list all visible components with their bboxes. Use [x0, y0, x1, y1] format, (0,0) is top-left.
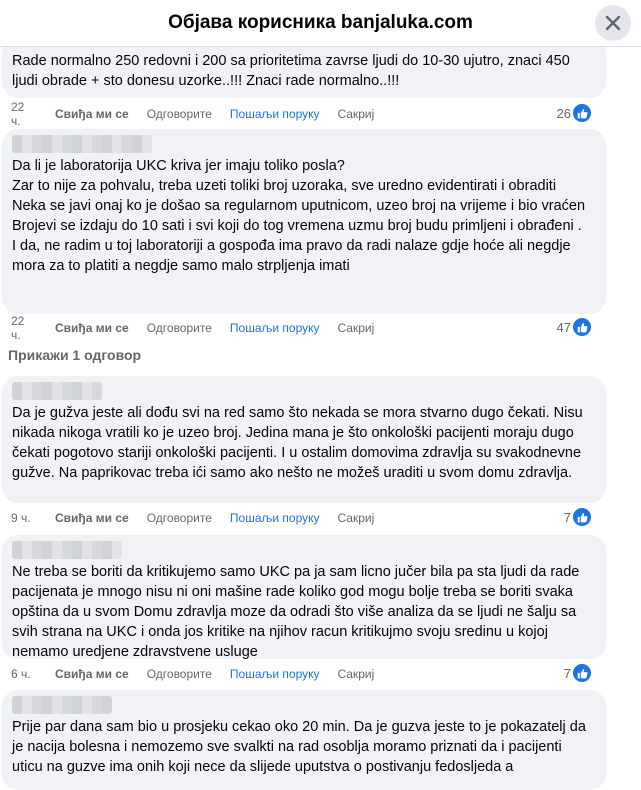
reaction-summary[interactable] — [564, 508, 609, 526]
author-name-blurred[interactable] — [12, 541, 122, 559]
view-replies-link[interactable]: Прикажи 1 одговор — [8, 347, 142, 363]
comment-text: Da je gužva jeste ali dođu svi na red samo što nekada se mora stvarno dugo čekati. Nisu nikada nikoga vratili ko je uzeo broj. Jedina mana je što onkološki pacijenti moraju dugo čekati pogotovo stariji onkološki pacijenti. I u ostalim domovima zdravlja su svakodnevne gužve. Na paprikovac treba ići samo ako nešto ne možeš uraditi u svom domu zdravlja. — [12, 405, 583, 481]
reply-button[interactable]: Одговорите — [146, 107, 212, 121]
comment-bubble — [2, 376, 606, 503]
send-message-button[interactable]: Пошаљи поруку — [229, 511, 320, 525]
comment-actions — [11, 508, 607, 528]
like-button[interactable]: Свиђа ми се — [55, 107, 129, 121]
reply-button[interactable]: Одговорите — [146, 511, 212, 525]
reply-button[interactable]: Одговорите — [146, 667, 212, 681]
thumbs-up-icon — [573, 318, 591, 336]
author-name-blurred[interactable] — [12, 696, 112, 714]
comment-bubble — [2, 129, 606, 314]
reaction-summary[interactable] — [557, 104, 609, 122]
hide-button[interactable]: Сакриј — [337, 321, 375, 335]
comment-bubble — [2, 690, 606, 790]
dialog-header — [0, 0, 641, 47]
comment-actions — [11, 314, 607, 342]
reaction-count: 26 — [556, 105, 571, 121]
thumbs-up-icon — [573, 104, 591, 122]
reply-button[interactable]: Одговорите — [146, 321, 212, 335]
send-message-button[interactable]: Пошаљи поруку — [229, 667, 320, 681]
send-message-button[interactable]: Пошаљи поруку — [229, 107, 320, 121]
comment-actions — [11, 664, 607, 684]
author-name-blurred[interactable] — [12, 382, 102, 400]
like-button[interactable]: Свиђа ми се — [55, 667, 129, 681]
author-name-blurred[interactable] — [12, 135, 152, 153]
like-button[interactable]: Свиђа ми се — [55, 321, 129, 335]
dialog-title: Објава корисника banjaluka.com — [168, 12, 473, 33]
comment-timestamp[interactable]: 22 ч. — [11, 314, 25, 342]
reaction-count: 7 — [563, 665, 571, 681]
comment-text: Rade normalno 250 redovni i 200 sa prioritetima zavrse ljudi do 10-30 ujutro, znaci 450 ljudi obrade + sto donesu uzorke..!!! Znaci rade normalno..!!! — [12, 53, 570, 89]
comment-bubble — [2, 38, 606, 98]
hide-button[interactable]: Сакриј — [337, 511, 375, 525]
hide-button[interactable]: Сакриј — [337, 107, 375, 121]
send-message-button[interactable]: Пошаљи поруку — [229, 321, 320, 335]
like-button[interactable]: Свиђа ми се — [55, 511, 129, 525]
hide-button[interactable]: Сакриј — [337, 667, 375, 681]
comment-timestamp[interactable]: 22 ч. — [11, 100, 25, 128]
comment-text: Prije par dana sam bio u prosjeku cekao oko 20 min. Da je guzva jeste to je pokazatelj da je nacija bolesna i nemozemo sve svalkti na rad osoblja moramo priznati da i pacijenti uticu na guzve ima onih koji nece da slijede uputstva o postivanju fedosljeda a — [12, 719, 586, 775]
reaction-summary[interactable] — [564, 664, 609, 682]
close-button[interactable] — [595, 5, 631, 41]
thumbs-up-icon — [573, 508, 591, 526]
thumbs-up-icon — [573, 664, 591, 682]
comment-actions — [11, 100, 607, 128]
comment-timestamp[interactable]: 6 ч. — [11, 667, 31, 681]
comment-text: Da li je laboratorija UKC kriva jer imaju toliko posla? Zar to nije za pohvalu, treba uzeti toliki broj uzoraka, sve uredno evidentirati i obraditi Neka se javi onaj ko je došao sa regularnom uputnicom, uzeo broj na vrijeme i bio vraćen Brojevi se izdaju do 10 sati i svi koji do tog vremena uzmu broj budu primljeni i obrađeni . I da, ne radim u toj laboratoriji a gospođa ima pravo da radi nalaze gdje hoće ali negdje mora za to platiti a negdje samo malo strpljenja imati — [12, 158, 586, 274]
comment-text: Ne treba se boriti da kritikujemo samo UKC pa ja sam licno jučer bila pa sta ljudi da rade pacijenata je mnogo nisu ni oni mašine rade koliko god mogu bolje treba se boriti svaka opština da u svom Domu zdravlja moze da odradi što više analiza da se ljudi ne šalju sa svih strana na UKC i onda jos kritike na njihov racun kritikujmo svoju sredinu u kojoj nemamo uredjene zdravstvene usluge — [12, 564, 580, 660]
comment-timestamp[interactable]: 9 ч. — [11, 511, 31, 525]
close-icon — [605, 15, 621, 31]
comment-bubble — [2, 535, 606, 659]
reaction-count: 7 — [563, 509, 571, 525]
reaction-summary[interactable] — [557, 318, 609, 336]
reaction-count: 47 — [556, 319, 571, 335]
